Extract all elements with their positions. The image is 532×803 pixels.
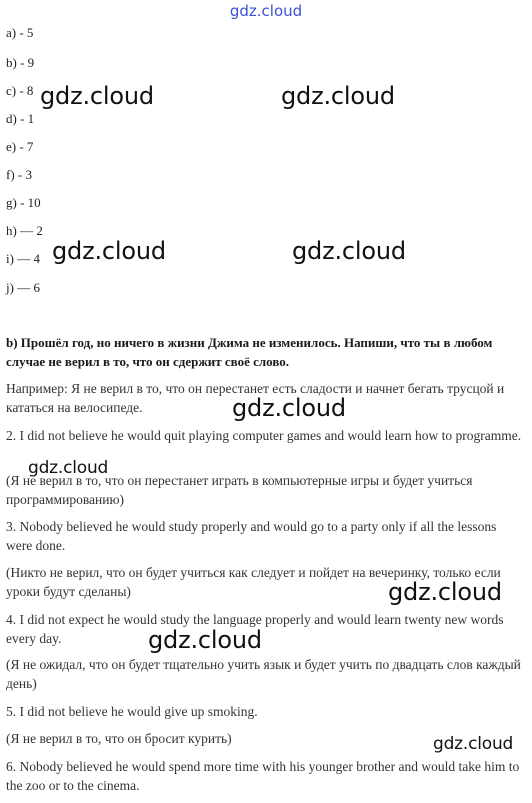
watermark: gdz.cloud	[388, 578, 502, 606]
answer-f: f) - 3	[6, 167, 32, 182]
answer-j: j) — 6	[6, 280, 40, 295]
site-watermark-header: gdz.cloud	[229, 2, 303, 20]
answer-c: c) - 8	[6, 83, 34, 98]
item-5-ru: (Я не верил в то, что он бросит курить)	[6, 731, 232, 746]
answer-e: e) - 7	[6, 139, 34, 154]
item-3-ru: (Никто не верил, что он будет учиться как следует и пойдет на вечеринку, только если уроки будут сделаны)	[6, 565, 501, 599]
watermark: gdz.cloud	[40, 82, 154, 110]
answer-i: i) — 4	[6, 251, 40, 266]
answer-a: a) - 5	[6, 25, 34, 40]
watermark: gdz.cloud	[148, 626, 262, 654]
item-6-en: 6. Nobody believed he would spend more time with his younger brother and would take him to the zoo or to the cinema.	[6, 759, 520, 793]
watermark: gdz.cloud	[52, 237, 166, 265]
answer-b: b) - 9	[6, 55, 35, 70]
task-heading: b) Прошёл год, но ничего в жизни Джима не изменилось. Напиши, что ты в любом случае не верил в то, что он сдержит своё слово.	[6, 335, 493, 369]
item-3-en: 3. Nobody believed he would study properly and would go to a party only if all the lessons were done.	[6, 519, 497, 553]
item-4-en: 4. I did not expect he would study the language properly and would learn twenty new words every day.	[6, 612, 504, 646]
watermark: gdz.cloud	[433, 734, 514, 754]
item-2-ru: (Я не верил в то, что он перестанет играть в компьютерные игры и будет учиться программированию)	[6, 473, 473, 507]
item-5-en: 5. I did not believe he would give up smoking.	[6, 704, 258, 719]
answer-g: g) - 10	[6, 195, 41, 210]
watermark: gdz.cloud	[281, 82, 395, 110]
answer-h: h) — 2	[6, 223, 43, 238]
example-text: Например: Я не верил в то, что он перестанет есть сладости и начнет бегать трусцой и кататься на велосипеде.	[6, 381, 505, 415]
watermark: gdz.cloud	[292, 237, 406, 265]
item-2-en: 2. I did not believe he would quit playing computer games and would learn how to programme.	[6, 428, 522, 443]
answer-d: d) - 1	[6, 111, 35, 126]
watermark: gdz.cloud	[28, 458, 109, 478]
watermark: gdz.cloud	[232, 394, 346, 422]
item-4-ru: (Я не ожидал, что он будет тщательно учить язык и будет учить по двадцать слов каждый день)	[6, 657, 521, 691]
